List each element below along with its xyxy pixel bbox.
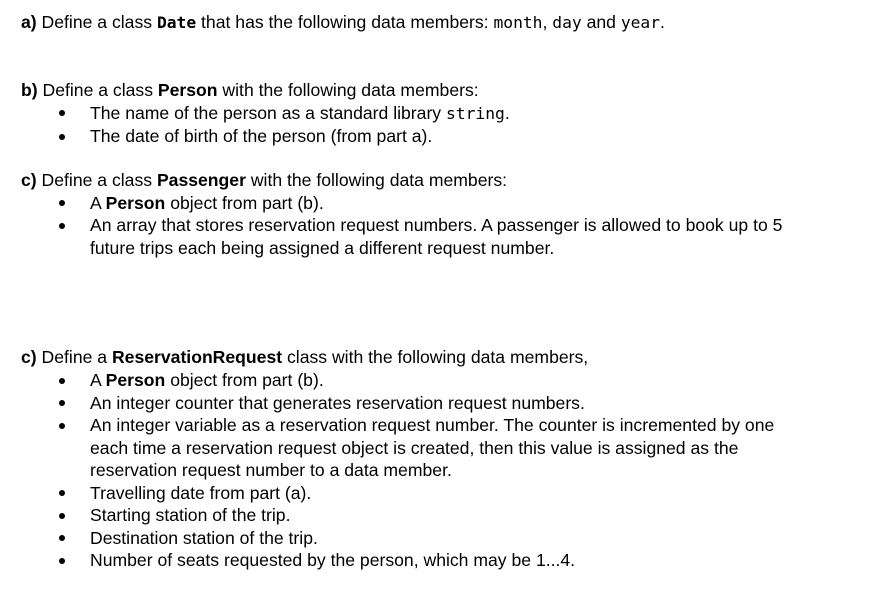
section-c2-label: c) <box>21 347 37 367</box>
bullet-text-line-1: An array that stores reservation request numbers. A passenger is allowed to book up to 5 <box>90 215 783 235</box>
section-c-reservation-bullet-list <box>0 369 850 572</box>
list-item <box>0 392 850 415</box>
section-c-passenger-bullet-list <box>0 192 850 260</box>
section-c2-text-1: Define a <box>36 347 112 367</box>
passenger-class-name: Passenger <box>156 170 246 190</box>
bullet-text: Starting station of the trip. <box>90 505 291 525</box>
bullet-text-line-2: future trips each being assigned a different request number. <box>90 237 555 258</box>
bullet-text-post: object from part (b). <box>165 192 324 213</box>
string-type-code: string <box>445 103 505 123</box>
section-b-bullet-list <box>0 102 850 148</box>
member-day: day <box>552 13 582 32</box>
list-item <box>0 102 850 126</box>
person-class-name: Person <box>157 80 218 100</box>
bullet-text: An integer counter that generates reservation request numbers. <box>90 392 585 413</box>
person-reference: Person <box>105 370 166 390</box>
list-item <box>0 549 850 572</box>
bullet-icon <box>59 200 65 206</box>
bullet-icon <box>59 134 65 140</box>
bullet-text-line-3: reservation request number to a data member. <box>90 460 452 480</box>
bullet-icon <box>59 110 65 116</box>
bullet-text: The name of the person as a standard library <box>90 102 446 123</box>
list-item <box>0 527 850 550</box>
bullet-icon <box>59 535 65 541</box>
section-b-paragraph <box>21 79 479 102</box>
bullet-text-post: object from part (b). <box>165 370 324 390</box>
member-year: year <box>620 13 661 32</box>
bullet-text-end: . <box>504 102 510 123</box>
bullet-text: Destination station of the trip. <box>90 527 318 548</box>
bullet-text-pre: A <box>90 192 106 213</box>
bullet-text: The date of birth of the person (from part a). <box>90 126 433 146</box>
list-item <box>0 214 850 259</box>
bullet-text-pre: A <box>90 370 106 390</box>
bullet-text: Travelling date from part (a). <box>90 482 312 503</box>
section-b-text-2: with the following data members: <box>217 80 479 100</box>
bullet-text-line-2: each time a reservation request object is created, then this value is assigned as the <box>90 437 739 458</box>
bullet-icon <box>59 513 65 519</box>
section-a-text-2: that has the following data members: <box>196 12 494 32</box>
list-item <box>0 504 850 527</box>
bullet-icon <box>59 400 65 406</box>
section-a-sep-1: , <box>542 12 553 32</box>
section-b-label: b) <box>21 80 38 100</box>
section-a-sep-2: and <box>581 12 621 32</box>
bullet-text: Number of seats requested by the person, which may be 1...4. <box>90 550 576 570</box>
section-c-label: c) <box>21 170 37 190</box>
section-c-text-2: with the following data members: <box>245 170 508 190</box>
bullet-text-line-1: An integer variable as a reservation request number. The counter is incremented by one <box>90 415 775 435</box>
list-item <box>0 482 850 505</box>
section-c2-text-2: class with the following data members, <box>282 347 589 367</box>
section-c-passenger-paragraph <box>21 169 507 192</box>
section-a-text-1: Define a class <box>36 12 157 32</box>
section-c-text-1: Define a class <box>36 170 157 190</box>
list-item <box>0 125 850 148</box>
section-c-reservation-paragraph <box>21 346 588 369</box>
bullet-icon <box>59 423 65 429</box>
list-item <box>0 192 850 215</box>
list-item <box>0 414 850 482</box>
bullet-icon <box>59 558 65 564</box>
section-a-end: . <box>660 12 665 32</box>
bullet-icon <box>59 490 65 496</box>
section-a-paragraph <box>21 11 665 35</box>
date-class-name: Date <box>156 13 197 32</box>
reservation-request-class-name: ReservationRequest <box>111 347 283 367</box>
list-item <box>0 369 850 392</box>
person-reference: Person <box>105 192 166 213</box>
member-month: month <box>493 13 543 32</box>
section-b-text-1: Define a class <box>37 80 158 100</box>
bullet-icon <box>59 223 65 229</box>
section-a-label: a) <box>21 12 37 32</box>
bullet-icon <box>59 378 65 384</box>
